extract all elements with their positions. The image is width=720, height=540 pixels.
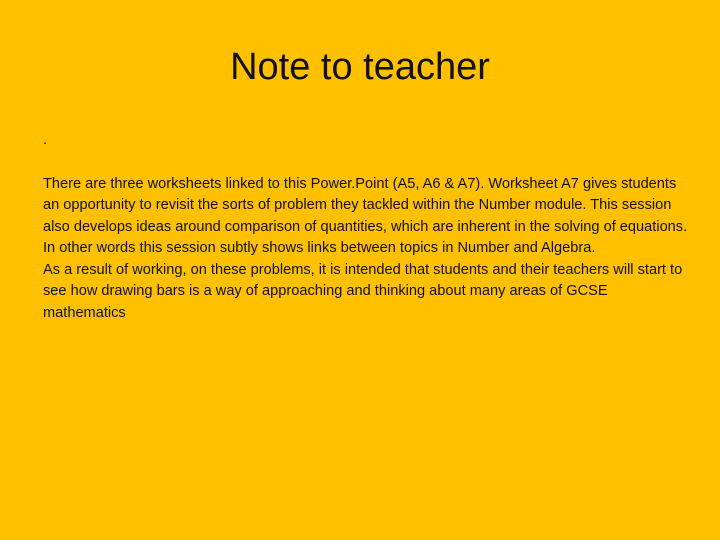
slide-body: [43, 130, 693, 324]
slide-title: Note to teacher: [230, 46, 490, 88]
paragraph-worksheets: There are three worksheets linked to this Power.Point (A5, A6 & A7). Worksheet A7 gives students an opportunity to revisit the sorts of problem they tackled within the Number module. This session also develops ideas around comparison of quantities, which are inherent in the solving of equations.: [43, 175, 688, 235]
bullet-dot: .: [43, 132, 48, 148]
paragraph-outcome: As a result of working, on these problems, it is intended that students and their teachers will start to see how drawing bars is a way of approaching and thinking about many areas of GCSE mathematics: [43, 261, 683, 321]
paragraph-links: In other words this session subtly shows links between topics in Number and Algebra.: [43, 240, 596, 256]
